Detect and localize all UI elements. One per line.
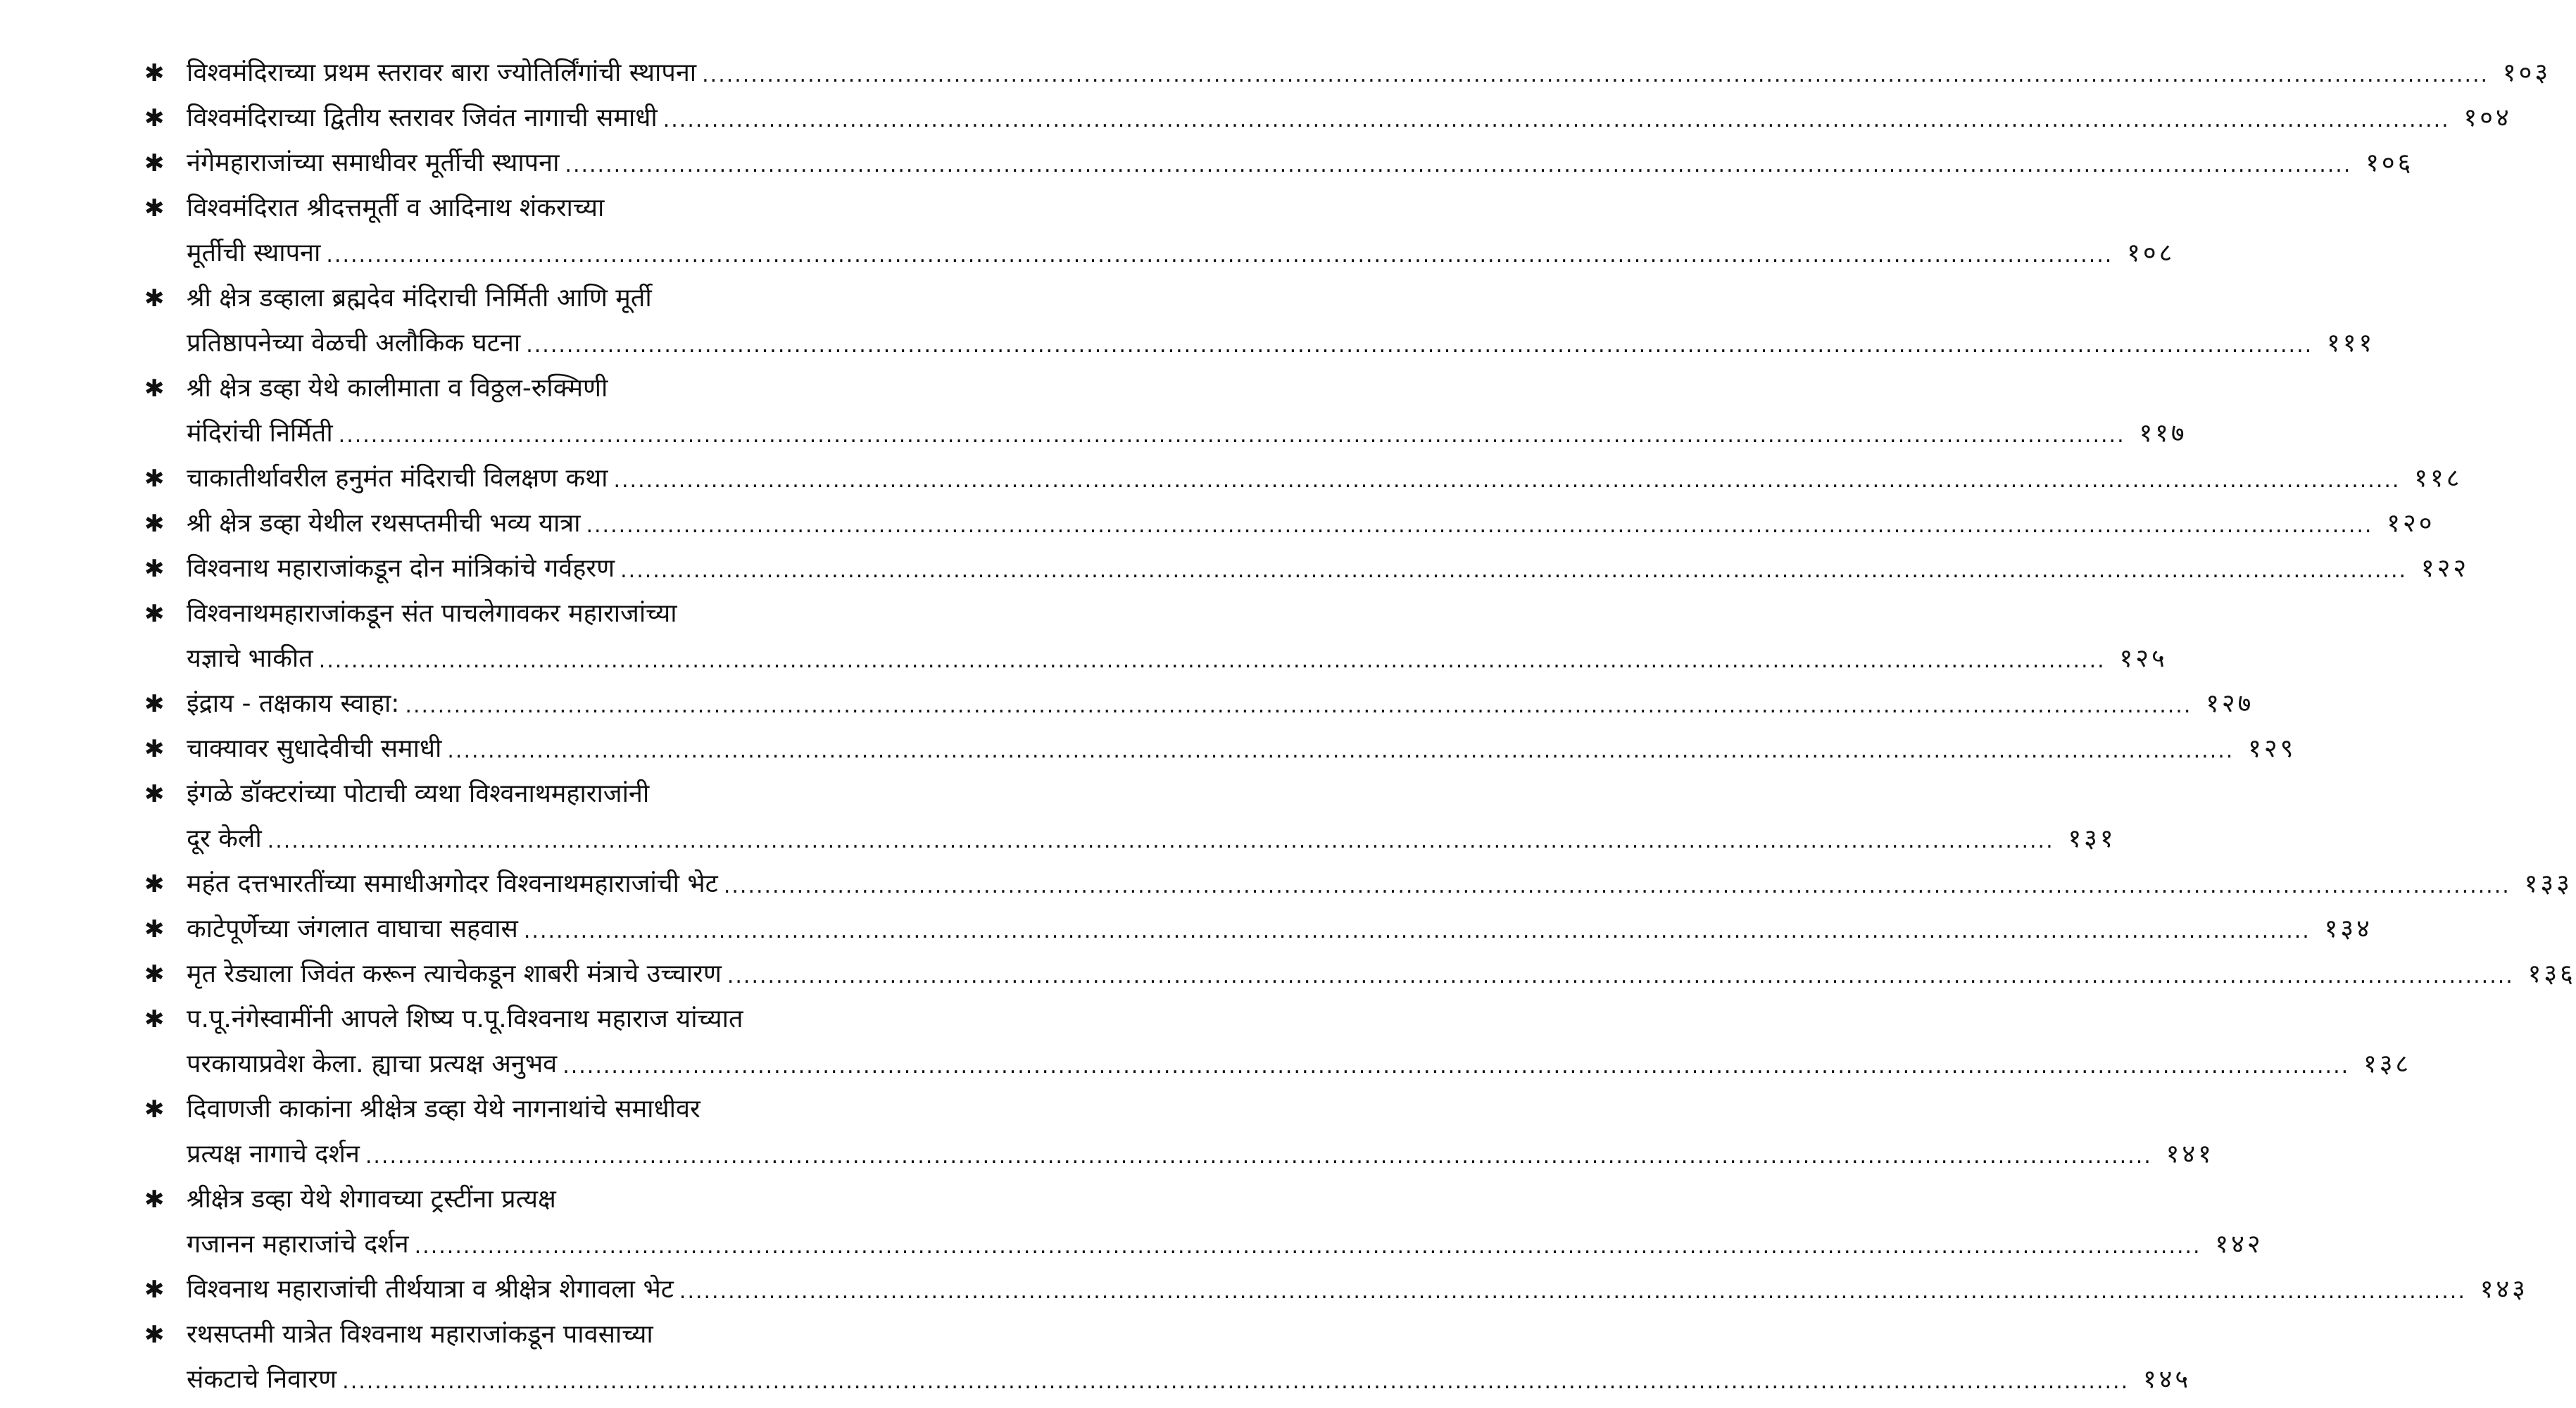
toc-entry-title: इंगळे डॉक्टरांच्या पोटाची व्यथा विश्वनाथमहाराजांनी (187, 779, 650, 808)
page-number: १०८ (2127, 239, 2175, 268)
toc-entry-title: इंद्राय - तक्षकाय स्वाहा: (187, 689, 400, 718)
dot-leader: ............................................................................................................................................................................................................................ (523, 919, 2311, 943)
page-number: १४१ (2166, 1140, 2214, 1169)
page-number: १०३ (2502, 58, 2551, 87)
toc-entry (144, 681, 2254, 727)
page-number: १२२ (2420, 554, 2470, 583)
toc-entry (144, 546, 2470, 591)
toc-entry-line (187, 591, 912, 636)
toc-entry-line (187, 456, 2463, 501)
dot-leader: ............................................................................................................................................................................................................................ (405, 693, 2192, 718)
toc-entry-line (187, 231, 2175, 276)
toc-entry-line (187, 546, 2470, 591)
page-number: १२० (2387, 509, 2435, 538)
star-bullet-icon: ✱ (144, 375, 165, 403)
page-number: १०६ (2365, 149, 2414, 177)
star-bullet-icon: ✱ (144, 194, 165, 222)
page-number: १३४ (2324, 914, 2373, 943)
star-bullet-icon: ✱ (144, 1276, 165, 1304)
toc-entry-title: श्री क्षेत्र डव्हाला ब्रह्मदेव मंदिराची निर्मिती आणि मूर्ती (187, 284, 652, 313)
toc-entry (144, 1312, 2192, 1402)
dot-leader: ............................................................................................................................................................................................................................ (338, 423, 2125, 448)
dot-leader: ............................................................................................................................................................................................................................ (723, 874, 2511, 898)
toc-entry-line (187, 727, 2297, 772)
toc-entry-title: नंगेमहाराजांच्या समाधीवर मूर्तीची स्थापना (187, 149, 560, 177)
star-bullet-icon: ✱ (144, 555, 165, 583)
toc-entry-line (187, 1222, 2263, 1267)
page-number: १३८ (2363, 1050, 2412, 1079)
page-number: १४२ (2215, 1230, 2263, 1259)
toc-entry-title: यज्ञाचे भाकीत (187, 644, 313, 673)
star-bullet-icon: ✱ (144, 1321, 165, 1349)
toc-entry (144, 772, 2116, 862)
toc-entry-title: विश्वनाथ महाराजांकडून दोन मांत्रिकांचे गर्वहरण (187, 554, 615, 583)
dot-leader: ............................................................................................................................................................................................................................ (267, 829, 2054, 853)
toc-entry-line (187, 772, 912, 817)
star-bullet-icon: ✱ (144, 1186, 165, 1214)
dot-leader: ............................................................................................................................................................................................................................ (727, 964, 2514, 988)
star-bullet-icon: ✱ (144, 510, 165, 538)
page-number: १११ (2327, 329, 2375, 358)
dot-leader: ............................................................................................................................................................................................................................ (586, 513, 2373, 538)
page-number: १२५ (2119, 644, 2168, 673)
toc-entry-line (187, 96, 2512, 141)
toc-entry-line (187, 141, 2414, 186)
star-bullet-icon: ✱ (144, 1095, 165, 1124)
toc-entry-line (187, 1312, 912, 1357)
page-number: १३३ (2524, 869, 2572, 898)
dot-leader: ............................................................................................................................................................................................................................ (563, 1054, 2350, 1079)
toc-entry-title: श्रीक्षेत्र डव्हा येथे शेगावच्या ट्रस्टींना प्रत्यक्ष (187, 1185, 556, 1214)
dot-leader: ............................................................................................................................................................................................................................ (620, 558, 2408, 583)
dot-leader: ............................................................................................................................................................................................................................ (702, 63, 2489, 87)
toc-entry-line (187, 636, 2168, 681)
table-of-contents (144, 51, 2576, 1402)
toc-entry-line (187, 1267, 2528, 1312)
toc-entry-title: विश्वनाथमहाराजांकडून संत पाचलेगावकर महाराजांच्या (187, 599, 677, 628)
toc-entry-title: काटेपूर्णेच्या जंगलात वाघाचा सहवास (187, 914, 518, 943)
toc-entry-title: दूर केली (187, 824, 262, 853)
toc-entry (144, 591, 2168, 681)
toc-entry-line (187, 501, 2435, 546)
toc-entry-title: रथसप्तमी यात्रेत विश्वनाथ महाराजांकडून पावसाच्या (187, 1320, 653, 1349)
toc-entry (144, 1087, 2214, 1177)
toc-entry-line (187, 1042, 2412, 1087)
toc-entry (144, 366, 2187, 456)
star-bullet-icon: ✱ (144, 915, 165, 943)
toc-entry (144, 186, 2175, 276)
toc-entry-line (187, 1357, 2192, 1402)
toc-entry-title: चाक्यावर सुधादेवीची समाधी (187, 734, 442, 763)
toc-entry-line (187, 1132, 2214, 1177)
toc-entry-title: प्रत्यक्ष नागाचे दर्शन (187, 1140, 360, 1169)
toc-entry-title: विश्वमंदिराच्या प्रथम स्तरावर बारा ज्योतिर्लिंगांची स्थापना (187, 58, 697, 87)
page-number: १४५ (2142, 1365, 2192, 1394)
toc-entry-title: विश्वनाथ महाराजांची तीर्थयात्रा व श्रीक्षेत्र शेगावला भेट (187, 1275, 674, 1304)
toc-entry (144, 276, 2375, 366)
toc-entry (144, 997, 2412, 1087)
toc-entry-line (187, 366, 912, 411)
page-number: १४३ (2480, 1275, 2528, 1304)
dot-leader: ............................................................................................................................................................................................................................ (565, 153, 2352, 177)
star-bullet-icon: ✱ (144, 149, 165, 177)
toc-entry-line (187, 997, 912, 1042)
toc-entry (144, 907, 2373, 952)
toc-entry (144, 1177, 2263, 1267)
toc-entry (144, 727, 2297, 772)
page-number: १२९ (2248, 734, 2297, 763)
toc-entry (144, 1267, 2528, 1312)
toc-entry (144, 501, 2435, 546)
toc-entry-line (187, 1177, 912, 1222)
page-number: १३६ (2527, 960, 2576, 988)
toc-entry-line (187, 1087, 912, 1132)
toc-entry-line (187, 276, 912, 321)
page-number: १०४ (2463, 103, 2512, 132)
dot-leader: ............................................................................................................................................................................................................................ (613, 468, 2401, 493)
toc-entry-line (187, 952, 2576, 997)
toc-entry-line (187, 681, 2254, 727)
dot-leader: ............................................................................................................................................................................................................................ (662, 108, 2450, 132)
dot-leader: ............................................................................................................................................................................................................................ (414, 1234, 2201, 1259)
page-number: ११७ (2139, 419, 2187, 448)
toc-entry-title: महंत दत्तभारतींच्या समाधीअगोदर विश्वनाथमहाराजांची भेट (187, 869, 718, 898)
dot-leader: ............................................................................................................................................................................................................................ (365, 1144, 2152, 1169)
toc-entry-title: विश्वमंदिरात श्रीदत्तमूर्ती व आदिनाथ शंकराच्या (187, 194, 605, 222)
dot-leader: ............................................................................................................................................................................................................................ (326, 243, 2113, 268)
toc-entry-title: मंदिरांची निर्मिती (187, 419, 333, 448)
dot-leader: ............................................................................................................................................................................................................................ (526, 333, 2313, 358)
page-number: १३१ (2068, 824, 2116, 853)
toc-entry-title: विश्वमंदिराच्या द्वितीय स्तरावर जिवंत नागाची समाधी (187, 103, 658, 132)
toc-entry-title: चाकातीर्थावरील हनुमंत मंदिराची विलक्षण कथा (187, 464, 608, 493)
star-bullet-icon: ✱ (144, 1005, 165, 1033)
star-bullet-icon: ✱ (144, 465, 165, 493)
toc-entry-title: दिवाणजी काकांना श्रीक्षेत्र डव्हा येथे नागनाथांचे समाधीवर (187, 1095, 700, 1124)
toc-entry (144, 862, 2572, 907)
star-bullet-icon: ✱ (144, 104, 165, 132)
toc-entry-line (187, 907, 2373, 952)
star-bullet-icon: ✱ (144, 780, 165, 808)
toc-entry-title: प्रतिष्ठापनेच्या वेळची अलौकिक घटना (187, 329, 521, 358)
star-bullet-icon: ✱ (144, 690, 165, 718)
toc-entry-line (187, 321, 2375, 366)
star-bullet-icon: ✱ (144, 735, 165, 763)
star-bullet-icon: ✱ (144, 600, 165, 628)
star-bullet-icon: ✱ (144, 960, 165, 988)
toc-entry-title: प.पू.नंगेस्वामींनी आपले शिष्य प.पू.विश्वनाथ महाराज यांच्यात (187, 1005, 743, 1033)
star-bullet-icon: ✱ (144, 870, 165, 898)
toc-entry-line (187, 817, 2116, 862)
dot-leader: ............................................................................................................................................................................................................................ (447, 738, 2235, 763)
toc-entry (144, 456, 2463, 501)
dot-leader: ............................................................................................................................................................................................................................ (318, 648, 2106, 673)
toc-entry-title: श्री क्षेत्र डव्हा येथे कालीमाता व विठ्ठल-रुक्मिणी (187, 374, 608, 403)
toc-entry-title: संकटाचे निवारण (187, 1365, 337, 1394)
toc-entry-title: गजानन महाराजांचे दर्शन (187, 1230, 409, 1259)
star-bullet-icon: ✱ (144, 284, 165, 313)
page-number: ११८ (2414, 464, 2463, 493)
toc-entry (144, 141, 2414, 186)
toc-entry-line (187, 411, 2187, 456)
toc-entry (144, 51, 2551, 96)
star-bullet-icon: ✱ (144, 59, 165, 87)
dot-leader: ............................................................................................................................................................................................................................ (342, 1369, 2130, 1394)
toc-entry-title: मूर्तीची स्थापना (187, 239, 321, 268)
toc-entry (144, 96, 2512, 141)
toc-entry-title: परकायाप्रवेश केला. ह्याचा प्रत्यक्ष अनुभव (187, 1050, 558, 1079)
toc-entry (144, 952, 2576, 997)
toc-entry-line (187, 51, 2551, 96)
page-number: १२७ (2206, 689, 2254, 718)
toc-entry-line (187, 186, 912, 231)
toc-entry-title: मृत रेड्याला जिवंत करून त्याचेकडून शाबरी मंत्राचे उच्चारण (187, 960, 722, 988)
dot-leader: ............................................................................................................................................................................................................................ (679, 1279, 2466, 1304)
toc-entry-line (187, 862, 2572, 907)
toc-entry-title: श्री क्षेत्र डव्हा येथील रथसप्तमीची भव्य यात्रा (187, 509, 581, 538)
